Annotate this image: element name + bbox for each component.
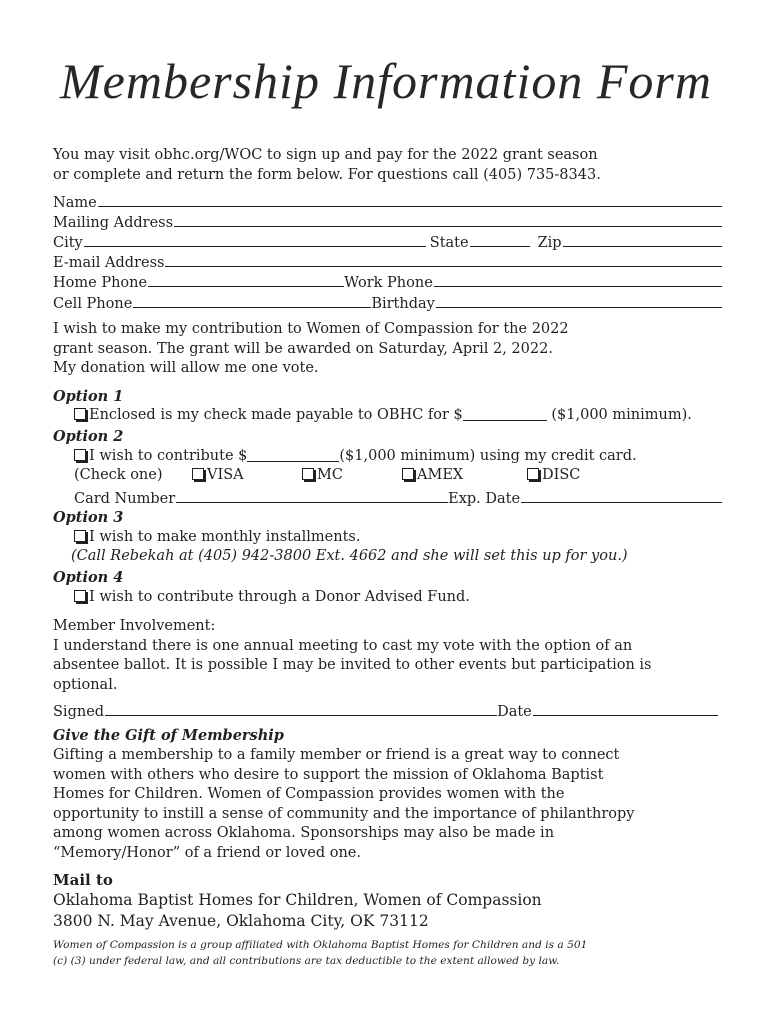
city-label: City [53, 235, 83, 251]
option1-heading: Option 1 [53, 388, 124, 405]
option2-amount-blank[interactable] [247, 448, 339, 462]
option1-text-a: Enclosed is my check made payable to OBHC for $ [89, 407, 463, 423]
email-label: E-mail Address [53, 255, 165, 271]
home-phone-label: Home Phone [53, 275, 148, 291]
name-field[interactable] [53, 191, 722, 211]
member-involvement-line: I understand there is one annual meeting to cast my vote with the option of an [53, 637, 633, 654]
contribution-line: I wish to make my contribution to Women of Compassion for the 2022 [53, 321, 569, 337]
footer-line: Women of Compassion is a group affiliated with Oklahoma Baptist Homes for Children and is a 501 [53, 939, 588, 951]
date-line[interactable] [533, 715, 718, 716]
mailing-address-label: Mailing Address [53, 215, 174, 231]
card-amex[interactable] [402, 467, 463, 483]
city-line[interactable] [84, 246, 426, 247]
mail-to-address [53, 890, 542, 932]
option2-heading: Option 2 [53, 428, 124, 445]
contribution-line: grant season. The grant will be awarded on Saturday, April 2, 2022. [53, 340, 553, 357]
city-state-zip-row [53, 231, 722, 251]
gift-line: among women across Oklahoma. Sponsorships may also be made in [53, 825, 555, 841]
gift-line: women with others who desire to support the mission of Oklahoma Baptist [53, 766, 604, 783]
option3-row [74, 529, 360, 545]
intro-line: or complete and return the form below. For questions call (405) 735-8343. [53, 166, 601, 183]
signed-line[interactable] [105, 715, 497, 716]
contribution-text [53, 320, 569, 379]
mail-to-heading: Mail to [53, 871, 113, 889]
gift-line: Gifting a membership to a family member or friend is a great way to connect [53, 747, 620, 763]
option2-checkbox[interactable] [74, 449, 86, 461]
mail-to-line: 3800 N. May Avenue, Oklahoma City, OK 73112 [53, 912, 429, 930]
work-phone-line[interactable] [434, 286, 722, 287]
email-field[interactable] [53, 251, 722, 271]
state-line[interactable] [470, 246, 530, 247]
card-mc[interactable] [302, 467, 343, 483]
card-number-line[interactable] [176, 502, 448, 503]
footer-note [53, 937, 723, 969]
intro-line: You may visit obhc.org/WOC to sign up and pay for the 2022 grant season [53, 147, 598, 163]
card-visa[interactable] [192, 467, 244, 483]
mailing-address-field[interactable] [53, 211, 722, 231]
option1-checkbox[interactable] [74, 408, 86, 420]
mail-to-line: Oklahoma Baptist Homes for Children, Women of Compassion [53, 891, 542, 909]
birthday-line[interactable] [436, 307, 722, 308]
member-involvement-line: absentee ballot. It is possible I may be invited to other events but participation is [53, 657, 652, 673]
member-involvement-line: optional. [53, 676, 118, 693]
name-label: Name [53, 195, 97, 211]
option2-row [74, 448, 637, 464]
option1-row [74, 407, 692, 423]
card-disc[interactable] [527, 467, 580, 483]
option1-amount-blank[interactable] [463, 407, 547, 421]
cell-phone-line[interactable] [133, 307, 371, 308]
gift-heading: Give the Gift of Membership [53, 727, 284, 744]
home-phone-line[interactable] [148, 286, 344, 287]
option3-text: I wish to make monthly installments. [89, 529, 361, 545]
disc-label: DISC [542, 467, 581, 483]
member-involvement [53, 617, 652, 695]
intro-text [53, 146, 601, 185]
option4-text: I wish to contribute through a Donor Advised Fund. [89, 589, 470, 605]
exp-date-label: Exp. Date [448, 491, 521, 507]
disc-checkbox[interactable] [527, 468, 539, 480]
signed-label: Signed [53, 704, 105, 720]
gift-text [53, 746, 634, 863]
state-label: State [429, 235, 469, 251]
work-phone-label: Work Phone [344, 275, 433, 291]
page-title: Membership Information Form [60, 53, 712, 109]
cell-birthday-row [53, 292, 722, 312]
footer-line: (c) (3) under federal law, and all contributions are tax deductible to the extent allowed by law. [53, 955, 560, 967]
phone-row [53, 271, 722, 291]
check-one-label: (Check one) [74, 467, 163, 483]
email-line[interactable] [165, 266, 722, 267]
visa-label: VISA [207, 467, 244, 483]
amex-checkbox[interactable] [402, 468, 414, 480]
card-number-row [74, 487, 722, 507]
name-line[interactable] [98, 206, 722, 207]
member-involvement-heading: Member Involvement: [53, 618, 216, 634]
cell-phone-label: Cell Phone [53, 296, 133, 312]
option4-row [74, 589, 470, 605]
option2-text-b: ($1,000 minimum) using my credit card. [339, 448, 637, 464]
option3-note: (Call Rebekah at (405) 942-3800 Ext. 4662 and she will set this up for you.) [71, 548, 628, 564]
date-label: Date [497, 704, 532, 720]
zip-line[interactable] [563, 246, 722, 247]
amex-label: AMEX [417, 467, 464, 483]
gift-line: opportunity to instill a sense of community and the importance of philanthropy [53, 805, 635, 822]
gift-line: “Memory/Honor” of a friend or loved one. [53, 844, 361, 861]
visa-checkbox[interactable] [192, 468, 204, 480]
contribution-line: My donation will allow me one vote. [53, 360, 319, 376]
card-number-label: Card Number [74, 491, 176, 507]
option1-text-b: ($1,000 minimum). [546, 407, 692, 423]
exp-date-line[interactable] [521, 502, 722, 503]
option3-heading: Option 3 [53, 509, 124, 526]
option4-heading: Option 4 [53, 569, 124, 586]
signature-row [53, 700, 722, 720]
mailing-address-line[interactable] [174, 226, 722, 227]
mc-label: MC [317, 467, 343, 483]
mc-checkbox[interactable] [302, 468, 314, 480]
option2-text-a: I wish to contribute $ [89, 448, 248, 464]
zip-label: Zip [537, 235, 562, 251]
gift-line: Homes for Children. Women of Compassion provides women with the [53, 786, 565, 802]
option3-checkbox[interactable] [74, 530, 86, 542]
option4-checkbox[interactable] [74, 590, 86, 602]
birthday-label: Birthday [371, 296, 435, 312]
